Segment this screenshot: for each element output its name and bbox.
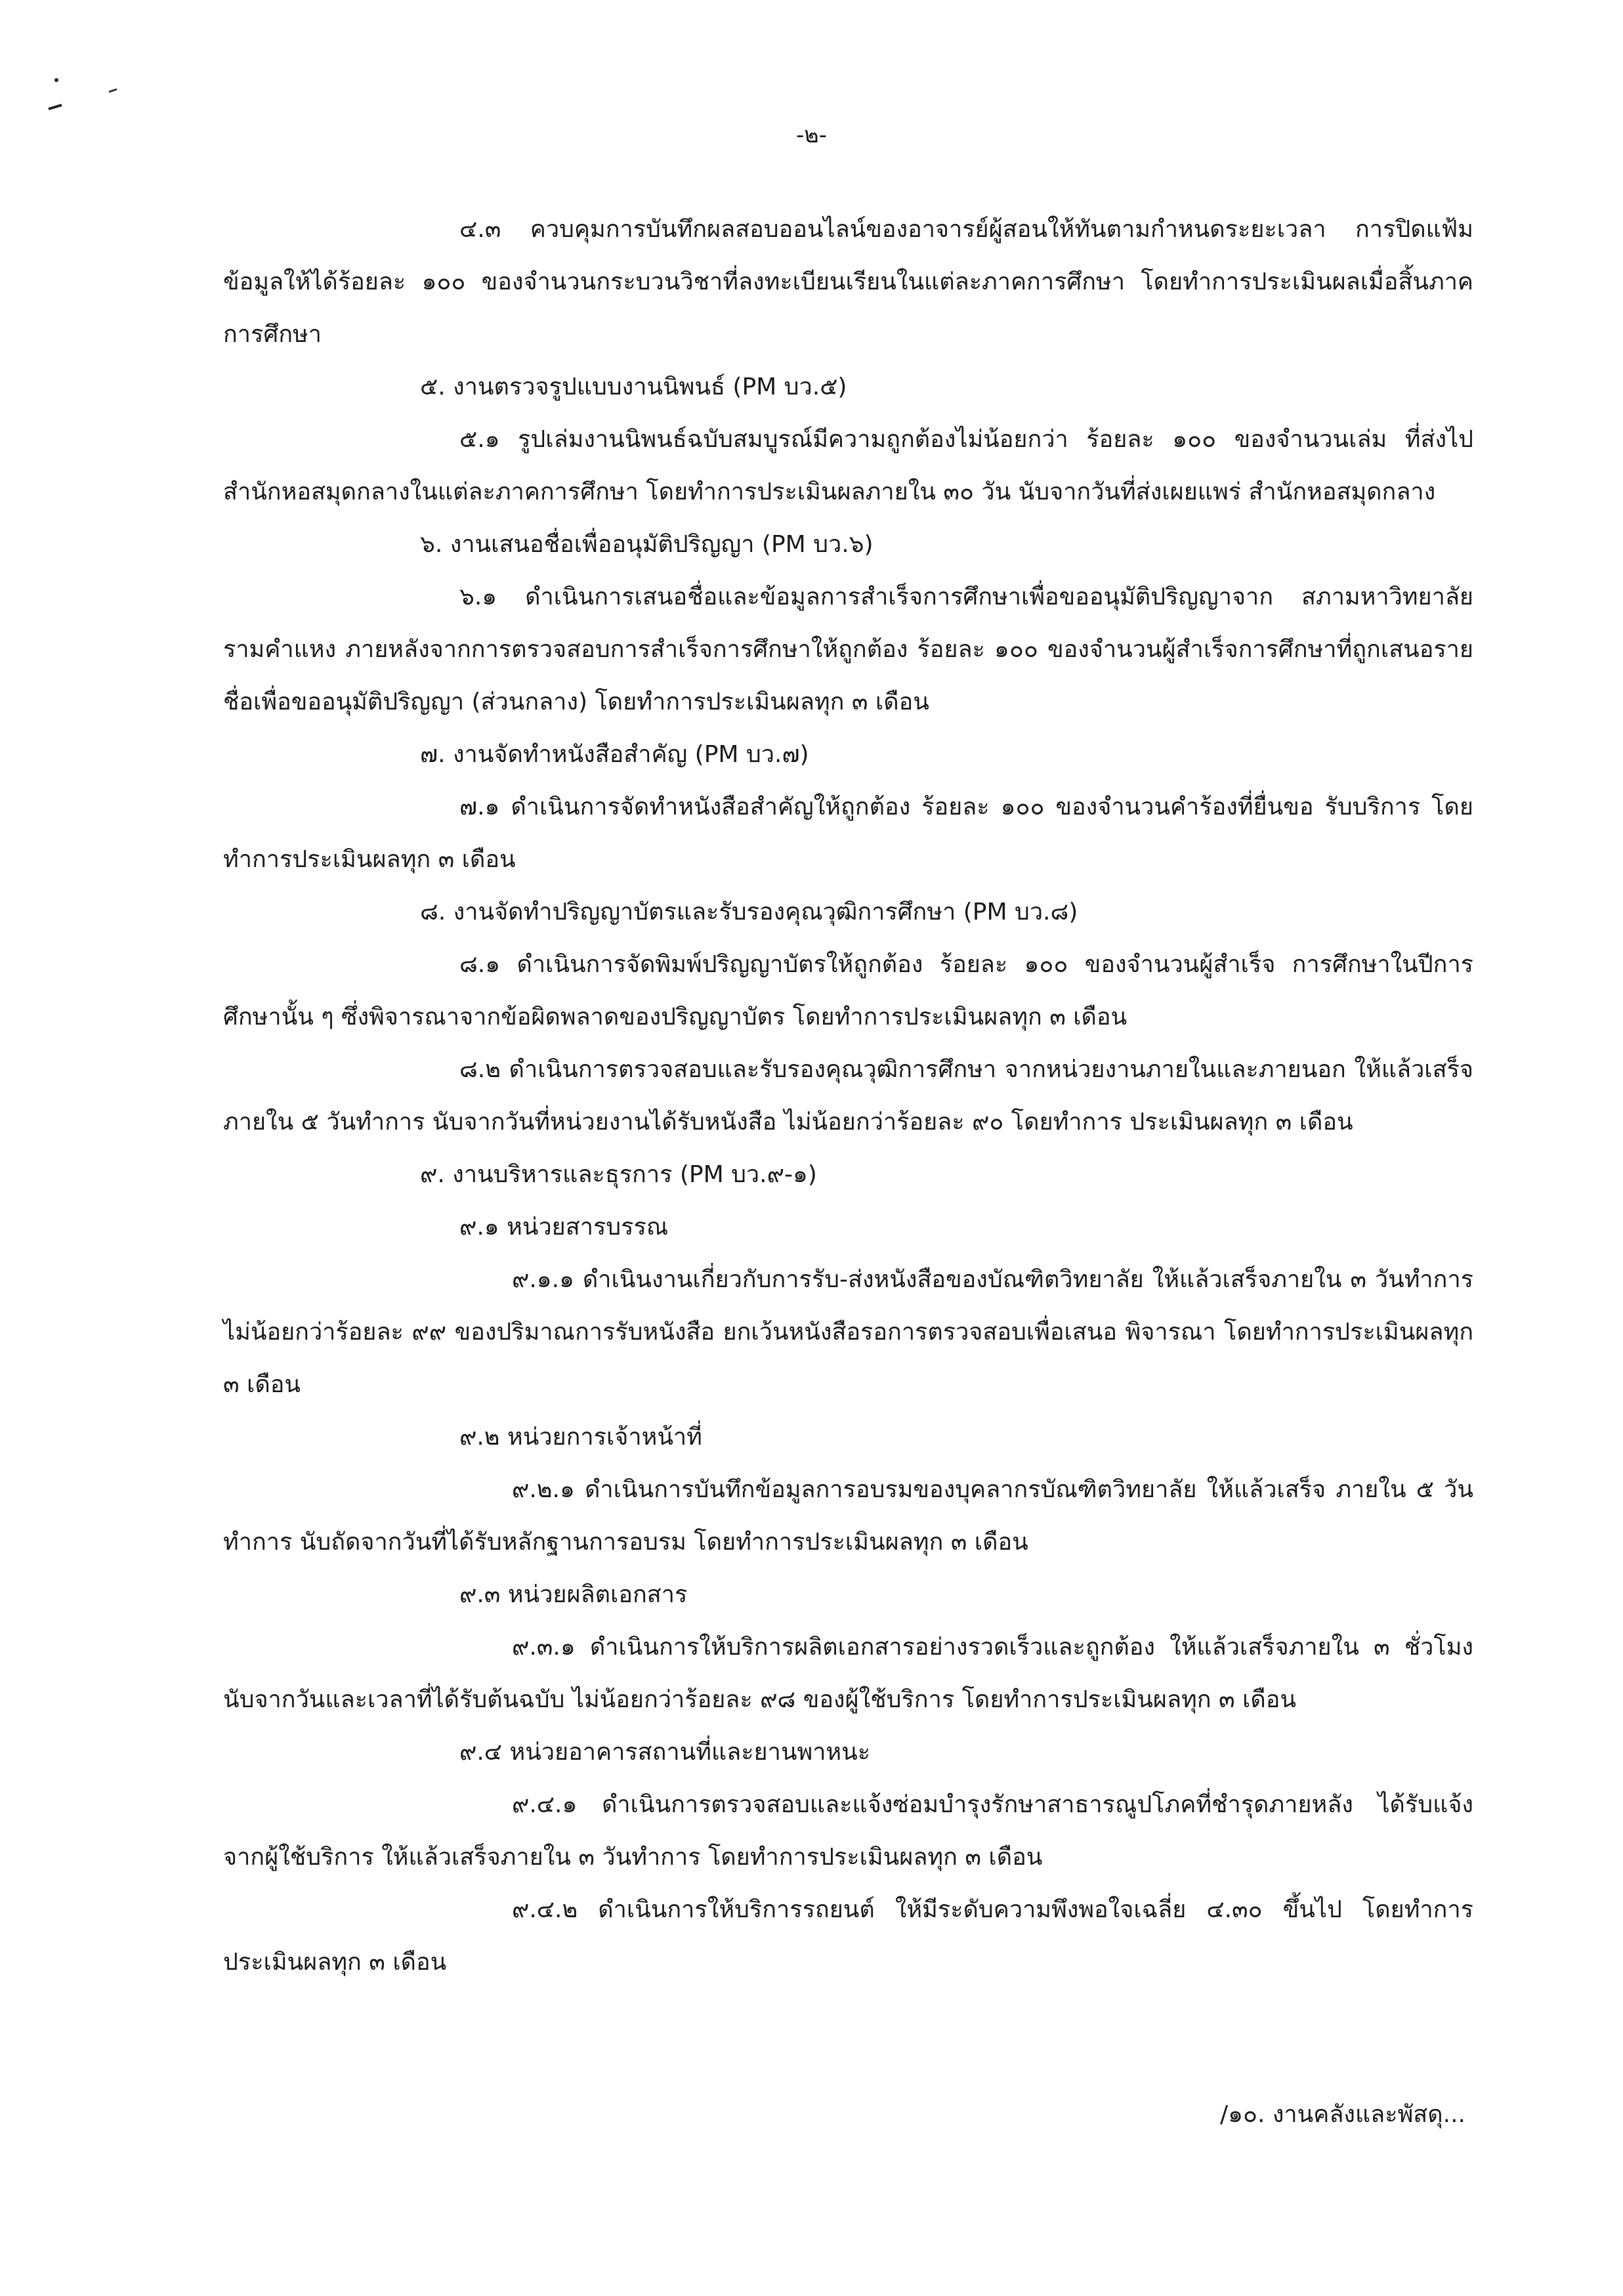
paragraph: ๙.๔ หน่วยอาคารสถานที่และยานพาหนะ xyxy=(459,1739,871,1766)
section-heading: ๕. งานตรวจรูปแบบงานนิพนธ์ (PM บว.๕) xyxy=(420,373,847,400)
paragraph: ๙.๓.๑ ดำเนินการให้บริการผลิตเอกสารอย่างรวดเร็วและถูกต้อง ให้แล้วเสร็จภายใน ๓ ชั่วโมง นับจากวันและเวลาที่ได้รับต้นฉบับ ไม่น้อยกว่าร้อยละ ๙๘ ของผู้ใช้บริการ โดยทำการประเมินผลทุก ๓ เดือน xyxy=(223,1634,1473,1713)
section-heading: ๙. งานบริหารและธุรการ (PM บว.๙-๑) xyxy=(420,1161,817,1188)
paragraph: ๙.๑.๑ ดำเนินงานเกี่ยวกับการรับ-ส่งหนังสือของบัณฑิตวิทยาลัย ให้แล้วเสร็จภายใน ๓ วันทำการ ไม่น้อยกว่าร้อยละ ๙๙ ของปริมาณการรับหนังสือ ยกเว้นหนังสือรอการตรวจสอบเพื่อเสนอ พิจารณา โดยทำการประเมินผลทุก ๓ เดือน xyxy=(223,1266,1473,1398)
paragraph: ๙.๑ หน่วยสารบรรณ xyxy=(459,1214,669,1241)
paragraph: ๕.๑ รูปเล่มงานนิพนธ์ฉบับสมบูรณ์มีความถูกต้องไม่น้อยกว่า ร้อยละ ๑๐๐ ของจำนวนเล่ม ที่ส่งไปสำนักหอสมุดกลางในแต่ละภาคการศึกษา โดยทำการประเมินผลภายใน ๓๐ วัน นับจากวันที่ส่งเผยแพร่ สำนักหอสมุดกลาง xyxy=(223,426,1473,505)
section-heading: ๘. งานจัดทำปริญญาบัตรและรับรองคุณวุฒิการศึกษา (PM บว.๘) xyxy=(420,899,1078,925)
section-heading: ๖. งานเสนอชื่อเพื่ออนุมัติปริญญา (PM บว.๖) xyxy=(420,531,874,558)
section-heading: ๗. งานจัดทำหนังสือสำคัญ (PM บว.๗) xyxy=(420,741,809,768)
paragraph: ๘.๑ ดำเนินการจัดพิมพ์ปริญญาบัตรให้ถูกต้อง ร้อยละ ๑๐๐ ของจำนวนผู้สำเร็จ การศึกษาในปีการศึกษานั้น ๆ ซึ่งพิจารณาจากข้อผิดพลาดของปริญญาบัตร โดยทำการประเมินผลทุก ๓ เดือน xyxy=(223,951,1473,1031)
paragraph: ๘.๒ ดำเนินการตรวจสอบและรับรองคุณวุฒิการศึกษา จากหน่วยงานภายในและภายนอก ให้แล้วเสร็จภายใน ๕ วันทำการ นับจากวันที่หน่วยงานได้รับหนังสือ ไม่น้อยกว่าร้อยละ ๙๐ โดยทำการ ประเมินผลทุก ๓ เดือน xyxy=(223,1056,1473,1136)
paragraph: ๙.๔.๑ ดำเนินการตรวจสอบและแจ้งซ่อมบำรุงรักษาสาธารณูปโภคที่ชำรุดภายหลัง ได้รับแจ้งจากผู้ใช้บริการ ให้แล้วเสร็จภายใน ๓ วันทำการ โดยทำการประเมินผลทุก ๓ เดือน xyxy=(223,1791,1473,1871)
paragraph: ๙.๔.๒ ดำเนินการให้บริการรถยนต์ ให้มีระดับความพึงพอใจเฉลี่ย ๔.๓๐ ขึ้นไป โดยทำการประเมินผลทุก ๓ เดือน xyxy=(223,1896,1473,1976)
paragraph: ๔.๓ ควบคุมการบันทึกผลสอบออนไลน์ของอาจารย์ผู้สอนให้ทันตามกำหนดระยะเวลา การปิดแฟ้มข้อมูลให้ได้ร้อยละ ๑๐๐ ของจำนวนกระบวนวิชาที่ลงทะเบียนเรียนในแต่ละภาคการศึกษา โดยทำการประเมินผลเมื่อสิ้นภาคการศึกษา xyxy=(223,216,1473,348)
paragraph: ๙.๒.๑ ดำเนินการบันทึกข้อมูลการอบรมของบุคลากรบัณฑิตวิทยาลัย ให้แล้วเสร็จ ภายใน ๕ วันทำการ นับถัดจากวันที่ได้รับหลักฐานการอบรม โดยทำการประเมินผลทุก ๓ เดือน xyxy=(223,1476,1473,1556)
continuation-note: /๑๐. งานคลังและพัสดุ... xyxy=(1220,2101,1465,2128)
paragraph: ๖.๑ ดำเนินการเสนอชื่อและข้อมูลการสำเร็จการศึกษาเพื่อขออนุมัติปริญญาจาก สภามหาวิทยาลัยรามคำแหง ภายหลังจากการตรวจสอบการสำเร็จการศึกษาให้ถูกต้อง ร้อยละ ๑๐๐ ของจำนวนผู้สำเร็จการศึกษาที่ถูกเสนอรายชื่อเพื่อขออนุมัติปริญญา (ส่วนกลาง) โดยทำการประเมินผลทุก ๓ เดือน xyxy=(223,584,1473,715)
page-number: -๒- xyxy=(796,122,827,148)
paragraph: ๗.๑ ดำเนินการจัดทำหนังสือสำคัญให้ถูกต้อง ร้อยละ ๑๐๐ ของจำนวนคำร้องที่ยื่นขอ รับบริการ โดยทำการประเมินผลทุก ๓ เดือน xyxy=(223,794,1473,873)
paragraph: ๙.๓ หน่วยผลิตเอกสาร xyxy=(459,1581,688,1608)
document-body xyxy=(223,203,1473,1989)
paragraph: ๙.๒ หน่วยการเจ้าหน้าที่ xyxy=(459,1424,702,1451)
